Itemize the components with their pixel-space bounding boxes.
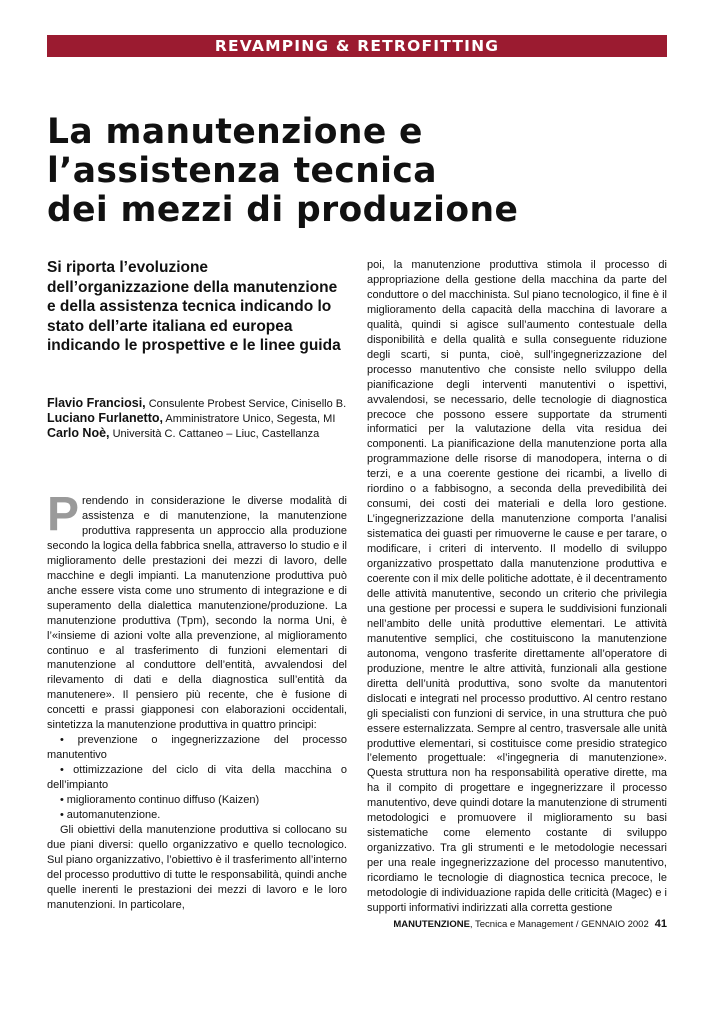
page-footer <box>380 917 667 932</box>
body-column-right <box>367 258 667 916</box>
article-title <box>47 113 667 230</box>
author-role: Amministratore Unico, Segesta, MI <box>162 413 336 425</box>
author-list <box>47 396 347 441</box>
title-line: l’assistenza tecnica <box>47 151 437 191</box>
author-name: Flavio Franciosi, <box>47 396 146 410</box>
author-role: Università C. Cattaneo – Liuc, Castellanza <box>109 428 320 440</box>
intro-paragraph <box>47 488 347 733</box>
intro-text: rendendo in considerazione le diverse modalità di assistenza e di manutenzione, la manutenzione produttiva rappresenta un approccio alla produzione secondo la logica della fabbrica snella, attraverso lo studio e il miglioramento delle prestazioni dei mezzi di lavoro, delle macchine e degli impianti. La manutenzione produttiva può anche essere vista come uno strumento di integrazione e di superamento della dialettica manutenzione/produzione. La manutenzione produttiva (Tpm), secondo la norma Uni, è l’«insieme di azioni volte alla prevenzione, al miglioramento continuo e al trasferimento di funzioni elementari di manutenzione al conduttore dell’entità, avvalendosi del rilevamento di dati e della diagnostica sull’entità da manutenere». Il pensiero più recente, che è fusione di concetti e prassi giapponesi con elaborazioni occidentali, sintetizza la manutenzione produttiva in quattro principi: <box>47 495 347 732</box>
bullet-item: • automanutenzione. <box>60 809 161 822</box>
section-banner <box>47 35 667 57</box>
article-lead: Si riporta l’evoluzione dell’organizzazione della manutenzione e della assistenza tecnica indicando lo stato dell’arte italiana ed europea indicando le prospettive e le linee guida <box>47 259 341 355</box>
bullet-item: • miglioramento continuo diffuso (Kaizen) <box>60 794 260 807</box>
bullet-item: • prevenzione o ingegnerizzazione del processo manutentivo <box>47 734 347 762</box>
body-paragraph: poi, la manutenzione produttiva stimola il processo di appropriazione della gestione della macchina da parte del conduttore o del macchinista. Sul piano tecnologico, il fine è il miglioramento della capacità della macchina di lavorare a qualità, quindi si agisce sull’aumento contestuale della disponibilità e della qualità e sulla conseguente riduzione degli scarti, si punta, cioè, sull’ingegnerizzazione del processo manutentivo che consiste nello sviluppo della pianificazione degli interventi manutentivi o ispettivi, avvalendosi, se necessario, delle tecnologie di diagnostica precoce che possono essere supportate da strumenti informatici per la valutazione della vita residua dei componenti. La pianificazione della manutenzione porta alla programmazione delle risorse di manodopera, interna o di terzi, e a una coerente gestione dei ricambi, a livello di riordino o a fabbisogno, a seconda della prevedibilità dei consumi, dei costi dei materiali e della loro gestione. L’ingegnerizzazione della manutenzione comporta l’analisi sistematica dei guasti per rimuoverne le cause e per tarare, o modificare, i criteri di intervento. Il modello di sviluppo organizzativo prospettato dalla manutenzione produttiva e coerente con il mix delle politiche adottate, è il decentramento delle attività manutentive, secondo un criterio che privilegia una gestione per processi e supera le suddivisioni funzionali nell’ambito delle unità produttive elementari. Le attività manutentive semplici, che costituiscono la manutenzione autonoma, vengono trasferite direttamente all’operatore di produzione, mentre le altre attività, funzionali alla gestione diretta dell’unità produttiva, sono svolte da manutentori dislocati e integrati nel processo produttivo. Al centro restano gli specialisti con funzioni di service, in una struttura che può essere esternalizzata. Sempre al centro, trasversale alle unità produttive elementari, si costituisce come presidio strategico l’elemento progettuale: «l’ingegneria di manutenzione». Questa struttura non ha responsabilità operative dirette, ma ha il compito di progettare e ingegnerizzare il processo manutentivo, deve quindi dotare la manutenzione di strumenti metodologici e promuovere il miglioramento su basi sistematiche come elemento costante di sviluppo organizzativo. Tra gli strumenti e le metodologie necessari per una reale ingegnerizzazione del processo manutentivo, ricordiamo le tecnologie di diagnostica tecnica precoce, le metodologie di individuazione rapida delle criticità (Magec) e i supporti informativi indirizzati alla corretta gestione <box>367 259 667 914</box>
magazine-name: MANUTENZIONE <box>393 919 470 930</box>
title-line: dei mezzi di produzione <box>47 190 519 230</box>
author-entry <box>47 411 347 426</box>
author-name: Carlo Noè, <box>47 426 110 440</box>
page-number: 41 <box>654 918 667 930</box>
author-name: Luciano Furlanetto, <box>47 411 163 425</box>
author-role: Consulente Probest Service, Cinisello B. <box>145 398 347 410</box>
issue-info: , Tecnica e Management / GENNAIO 2002 <box>469 919 649 930</box>
body-paragraph: Gli obiettivi della manutenzione produttiva si collocano su due piani diversi: quello organizzativo e quello tecnologico. Sul piano organizzativo, l’obiettivo è il trasferimento all’interno del processo produttivo di tutte le responsabilità, quindi anche quelle inerenti le prestazioni dei mezzi di lavoro e le loro manutenzioni. In particolare, <box>47 823 347 911</box>
bullet-item: • ottimizzazione del ciclo di vita della macchina o dell’impianto <box>47 764 347 792</box>
title-line: La manutenzione e <box>47 112 423 152</box>
section-label: REVAMPING & RETROFITTING <box>214 37 500 55</box>
body-column-left <box>47 488 347 913</box>
author-entry <box>47 426 347 441</box>
author-entry <box>47 396 347 411</box>
drop-cap: P <box>47 488 80 541</box>
